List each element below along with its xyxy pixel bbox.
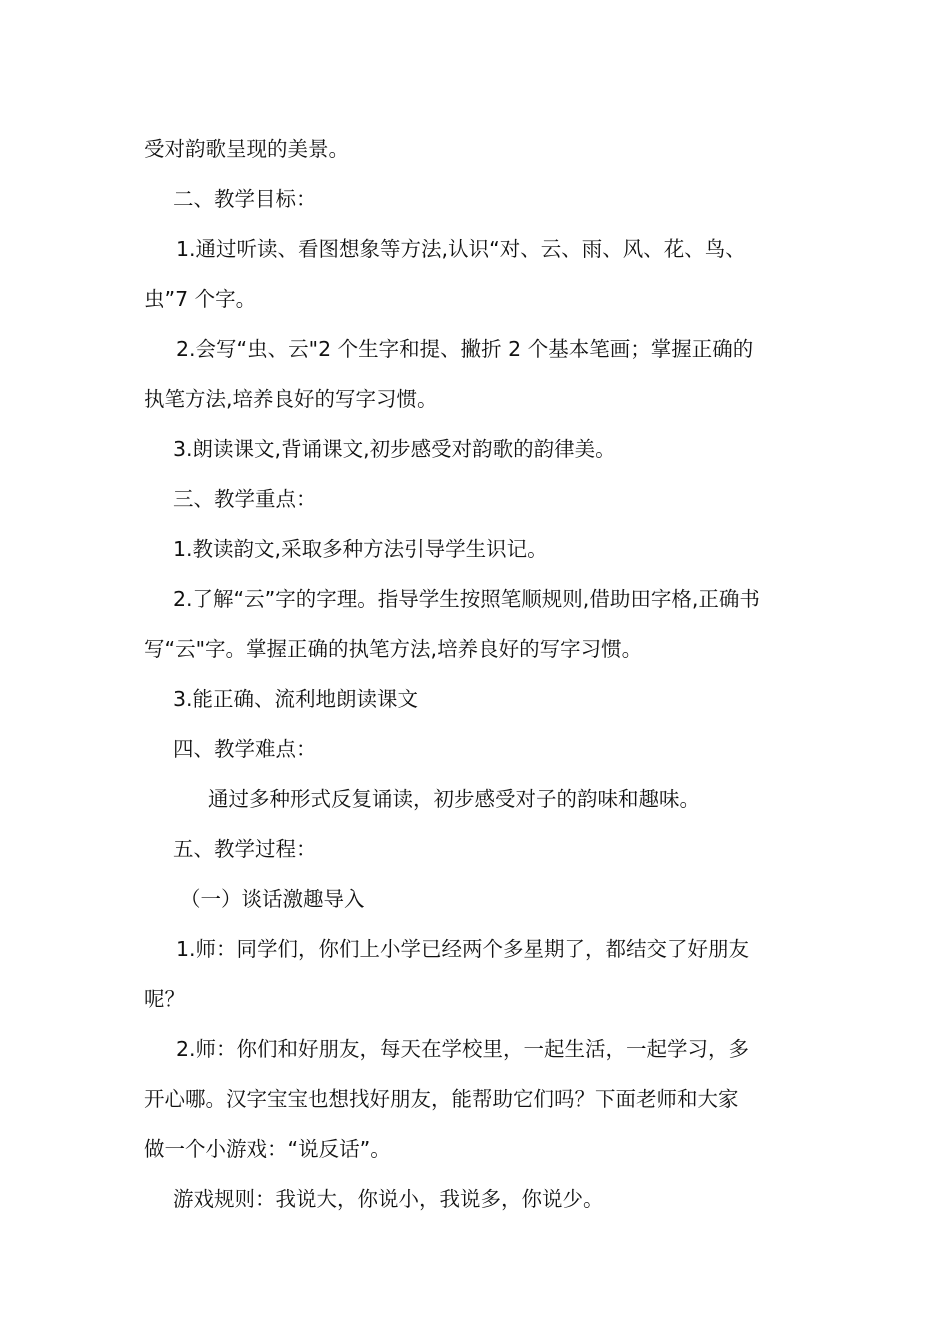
text-line-10: 2.了解“云”字的字理。指导学生按照笔顺规则,借助田字格,正确书	[173, 587, 760, 611]
text-line-5: 2.会写“虫、云"2 个生字和提、撇折 2 个基本笔画；掌握正确的	[176, 337, 754, 361]
text-line-22: 游戏规则：我说大，你说小，我说多，你说少。	[173, 1187, 604, 1211]
text-line-9: 1.教读韵文,采取多种方法引导学生识记。	[173, 537, 548, 561]
section-heading-process: 五、教学过程：	[173, 837, 317, 861]
text-line-7: 3.朗读课文,背诵课文,初步感受对韵歌的韵律美。	[173, 437, 616, 461]
text-line-6: 执笔方法,培养良好的写字习惯。	[144, 387, 438, 411]
text-line-21: 做一个小游戏：“说反话”。	[144, 1137, 391, 1161]
text-line-19: 2.师：你们和好朋友，每天在学校里，一起生活，一起学习，多	[176, 1037, 750, 1061]
text-line-3: 1.通过听读、看图想象等方法,认识“对、云、雨、风、花、鸟、	[176, 237, 746, 261]
text-line-20: 开心哪。汉字宝宝也想找好朋友，能帮助它们吗？下面老师和大家	[144, 1087, 739, 1111]
text-line-11: 写“云"字。掌握正确的执笔方法,培养良好的写字习惯。	[144, 637, 643, 661]
text-line-1: 受对韵歌呈现的美景。	[144, 137, 349, 161]
text-line-12: 3.能正确、流利地朗读课文	[173, 687, 419, 711]
section-heading-difficulties: 四、教学难点：	[173, 737, 317, 761]
section-heading-key-points: 三、教学重点：	[173, 487, 317, 511]
text-line-14: 通过多种形式反复诵读，初步感受对子的韵味和趣味。	[208, 787, 700, 811]
text-line-18: 呢？	[144, 987, 185, 1011]
text-line-17: 1.师：同学们，你们上小学已经两个多星期了，都结交了好朋友	[176, 937, 750, 961]
text-line-4: 虫”7 个字。	[144, 287, 257, 311]
subsection-heading-intro: （一）谈话激趣导入	[180, 887, 365, 911]
section-heading-objectives: 二、教学目标：	[173, 187, 317, 211]
